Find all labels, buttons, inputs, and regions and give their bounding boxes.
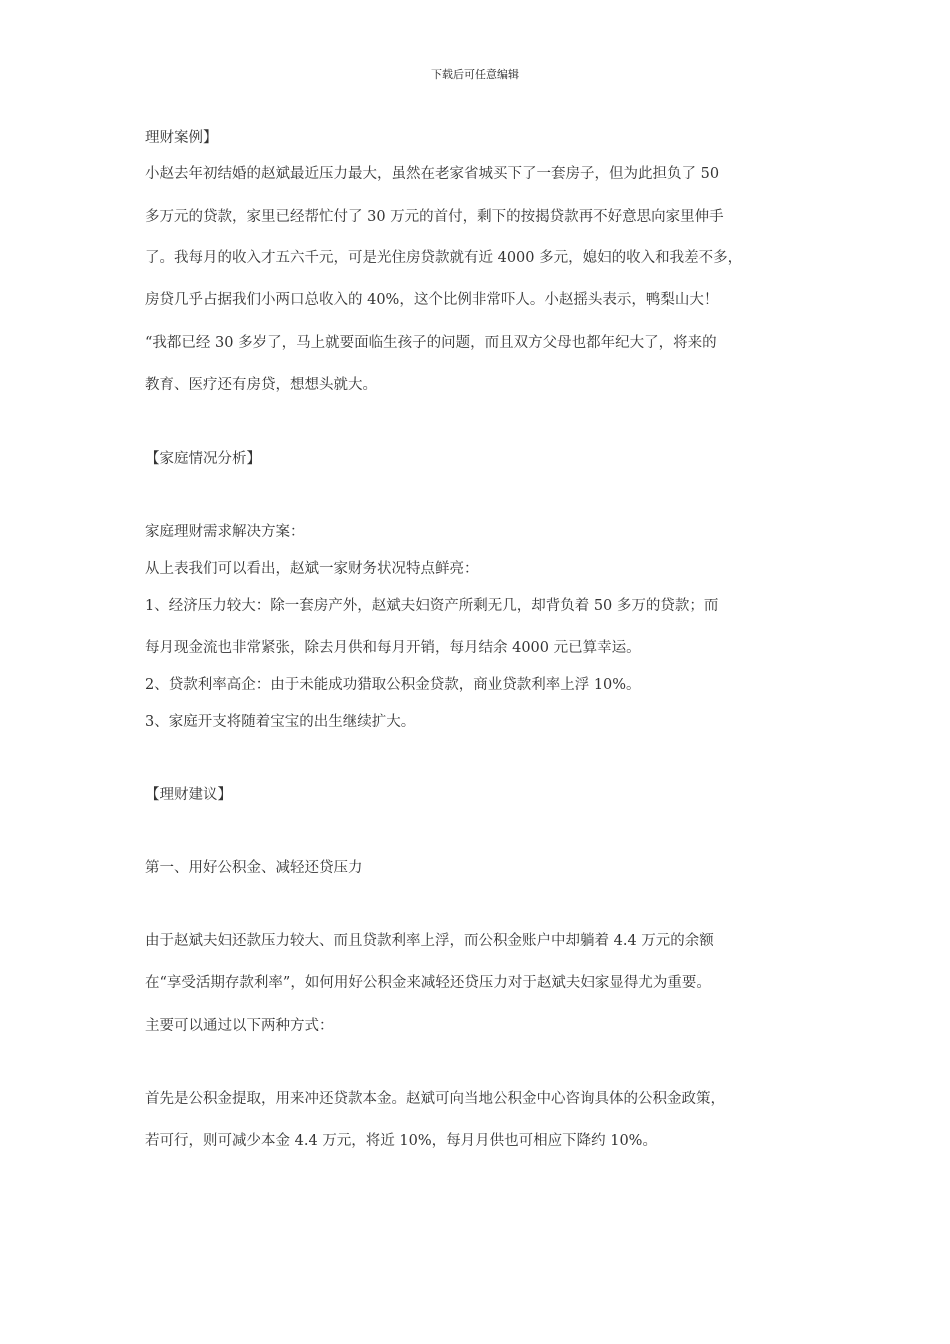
section-heading-advice: 【理财建议】 bbox=[145, 787, 232, 803]
section-heading-family-analysis: 【家庭情况分析】 bbox=[145, 451, 261, 467]
text-line: 家庭理财需求解决方案： bbox=[145, 524, 305, 540]
text-line: 了。我每月的收入才五六千元，可是光住房贷款就有近 4000 多元，媳妇的收入和我差不多， bbox=[145, 250, 743, 266]
text-line-case-heading: 理财案例】 bbox=[145, 130, 218, 146]
text-line: “我都已经 30 多岁了，马上就要面临生孩子的问题，而且双方父母也都年纪大了，将来的 bbox=[145, 335, 717, 351]
text-line: 首先是公积金提取，用来冲还贷款本金。赵斌可向当地公积金中心咨询具体的公积金政策， bbox=[145, 1091, 725, 1107]
text-line: 房贷几乎占据我们小两口总收入的 40%，这个比例非常吓人。小赵摇头表示，鸭梨山大！ bbox=[145, 292, 719, 308]
text-line: 小赵去年初结婚的赵斌最近压力最大，虽然在老家省城买下了一套房子，但为此担负了 50 bbox=[145, 166, 720, 182]
list-item: 2、贷款利率高企：由于未能成功猎取公积金贷款，商业贷款利率上浮 10%。 bbox=[145, 677, 641, 693]
text-line: 在“享受活期存款利率”，如何用好公积金来减轻还贷压力对于赵斌夫妇家显得尤为重要。 bbox=[145, 975, 711, 991]
text-line: 多万元的贷款，家里已经帮忙付了 30 万元的首付，剩下的按揭贷款再不好意思向家里伸手 bbox=[145, 209, 724, 225]
header-note: 下载后可任意编辑 bbox=[431, 68, 519, 81]
list-item-continued: 每月现金流也非常紧张，除去月供和每月开销，每月结余 4000 元已算幸运。 bbox=[145, 640, 641, 656]
text-line: 主要可以通过以下两种方式： bbox=[145, 1018, 334, 1034]
text-line: 教育、医疗还有房贷，想想头就大。 bbox=[145, 377, 377, 393]
text-line: 若可行，则可减少本金 4.4 万元，将近 10%，每月月供也可相应下降约 10%。 bbox=[145, 1133, 657, 1149]
list-item: 3、家庭开支将随着宝宝的出生继续扩大。 bbox=[145, 714, 416, 730]
subheading-first: 第一、用好公积金、减轻还贷压力 bbox=[145, 860, 363, 876]
text-line: 从上表我们可以看出，赵斌一家财务状况特点鲜亮： bbox=[145, 561, 479, 577]
list-item: 1、经济压力较大：除一套房产外，赵斌夫妇资产所剩无几，却背负着 50 多万的贷款；而 bbox=[145, 598, 719, 614]
text-line: 由于赵斌夫妇还款压力较大、而且贷款利率上浮，而公积金账户中却躺着 4.4 万元的余额 bbox=[145, 933, 714, 949]
